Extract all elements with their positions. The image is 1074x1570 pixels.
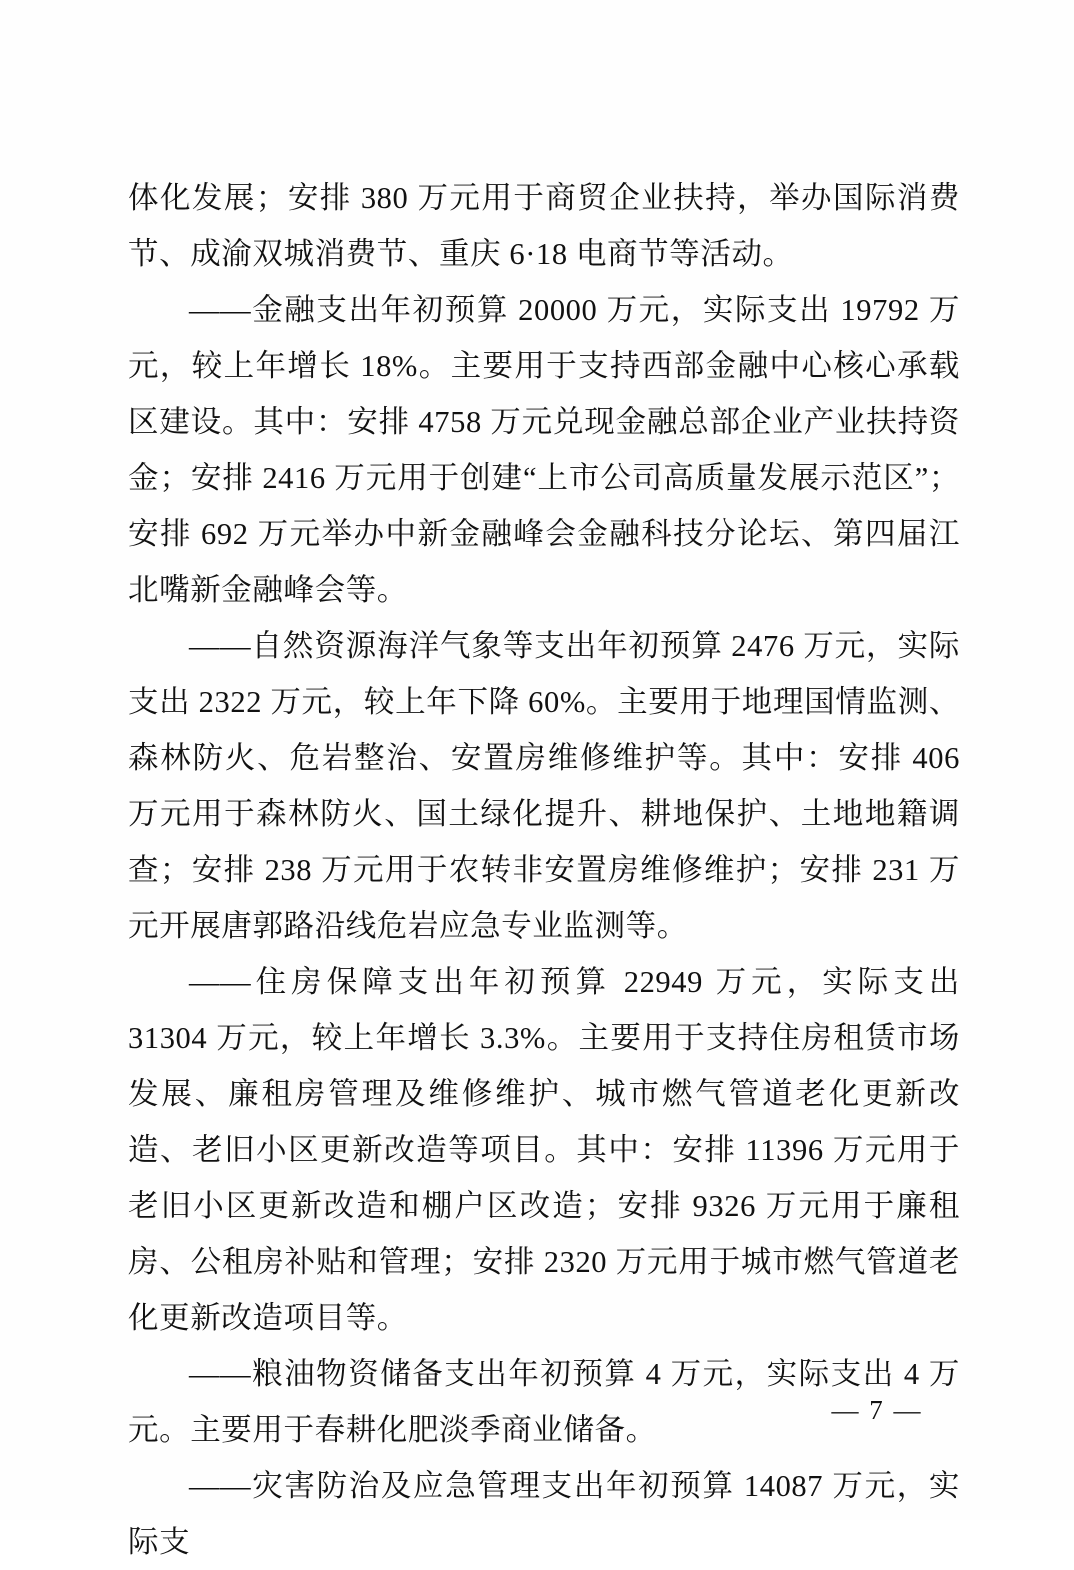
paragraph-2: ——金融支出年初预算 20000 万元，实际支出 19792 万元，较上年增长 18%。主要用于支持西部金融中心核心承载区建设。其中：安排 4758 万元兑现金融总部企业产业扶持资金；安排 2416 万元用于创建“上市公司高质量发展示范区”；安排 692 万元举办中新金融峰会金融科技分论坛、第四届江北嘴新金融峰会等。 — [128, 293, 960, 607]
paragraph-4: ——住房保障支出年初预算 22949 万元，实际支出 31304 万元，较上年增长 3.3%。主要用于支持住房租赁市场发展、廉租房管理及维修维护、城市燃气管道老化更新改造、老旧小区更新改造等项目。其中：安排 11396 万元用于老旧小区更新改造和棚户区改造；安排 9326 万元用于廉租房、公租房补贴和管理；安排 2320 万元用于城市燃气管道老化更新改造项目等。 — [128, 965, 960, 1335]
document-body — [128, 170, 960, 1570]
paragraph-5: ——粮油物资储备支出年初预算 4 万元，实际支出 4 万元。主要用于春耕化肥淡季商业储备。 — [128, 1357, 960, 1447]
page-number-label: — 7 — — [831, 1395, 923, 1425]
paragraph-1: 体化发展；安排 380 万元用于商贸企业扶持，举办国际消费节、成渝双城消费节、重庆 6·18 电商节等活动。 — [128, 181, 960, 271]
paragraph-6: ——灾害防治及应急管理支出年初预算 14087 万元，实际支 — [128, 1469, 960, 1559]
paragraph-3: ——自然资源海洋气象等支出年初预算 2476 万元，实际支出 2322 万元，较上年下降 60%。主要用于地理国情监测、森林防火、危岩整治、安置房维修维护等。其中：安排 406 万元用于森林防火、国土绿化提升、耕地保护、土地地籍调查；安排 238 万元用于农转非安置房维修维护；安排 231 万元开展唐郭路沿线危岩应急专业监测等。 — [128, 629, 960, 943]
page-number — [0, 1395, 1074, 1426]
